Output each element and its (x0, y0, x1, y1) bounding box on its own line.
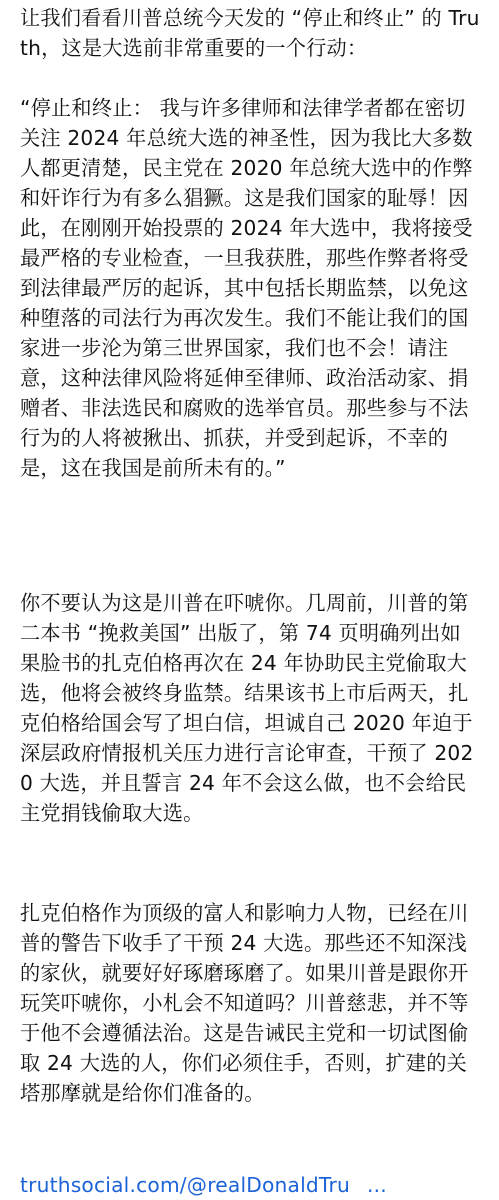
link-ellipsis: ... (367, 1173, 387, 1197)
quoted-truth-paragraph: “停止和终止： 我与许多律师和法律学者都在密切关注 2024 年总统大选的神圣性，因为我比大多数人都更清楚，民主党在 2020 年总统大选中的作弊和奸诈行为有多么猖獗。这是我们国家的耻辱！因此，在刚刚开始投票的 2024 年大选中，我将接受最严格的专业检查，一旦我获胜，那些作弊者将受到法律最严厉的起诉，其中包括长期监禁，以免这种堕落的司法行为再次发生。我们不能让我们的国家进一步沦为第三世界国家，我们也不会！请注意，这种法律风险将延伸至律师、政治活动家、捐赠者、非法选民和腐败的选举官员。那些参与不法行为的人将被揪出、抓获，并受到起诉，不幸的是，这在我国是前所未有的。” (20, 96, 473, 480)
commentary-paragraph: 你不要认为这是川普在吓唬你。几周前，川普的第二本书 “挽救美国” 出版了，第 74 页明确列出如果脸书的扎克伯格再次在 24 年协助民主党偷取大选，他将会被终身监禁。结果该书上市后两天，扎克伯格给国会写了坦白信，坦诚自己 2020 年迫于深层政府情报机关压力进行言论审查，干预了 2020 大选，并且誓言 24 年不会这么做，也不会给民主党捐钱偷取大选。 (20, 591, 474, 825)
link-url-text[interactable]: truthsocial.com/@realDonaldTru (20, 1173, 350, 1197)
intro-paragraph: 让我们看看川普总统今天发的 “停止和终止” 的 Truth，这是大选前非常重要的一个行动： (20, 6, 480, 60)
conclusion-paragraph: 扎克伯格作为顶级的富人和影响力人物，已经在川普的警告下收手了干预 24 大选。那些还不知深浅的家伙，就要好好琢磨琢磨了。如果川普是跟你开玩笑吓唬你，小札会不知道吗？川普慈悲，并不等于他不会遵循法治。这是告诫民主党和一切试图偷取 24 大选的人，你们必须住手，否则，扩建的关塔那摩就是给你们准备的。 (20, 901, 469, 1105)
truthsocial-link[interactable] (20, 1170, 490, 1200)
